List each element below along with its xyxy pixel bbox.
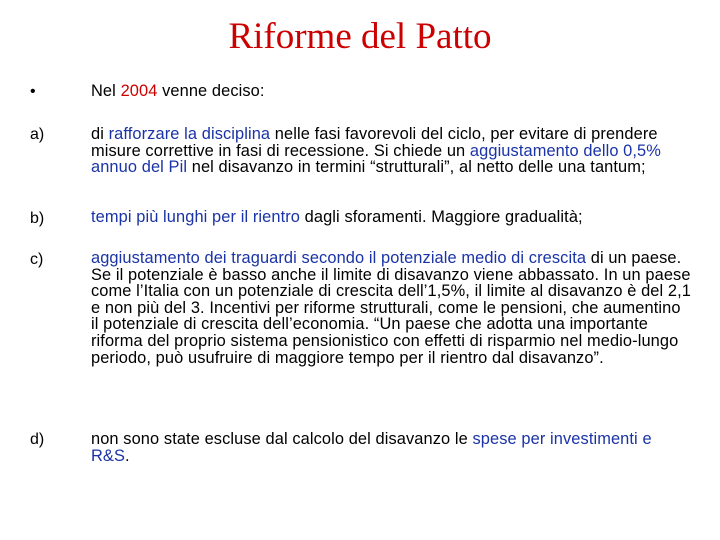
item-d-text [91,431,691,464]
item-b-marker: b) [30,210,45,227]
item-c-text [91,250,691,366]
item-d-part: non sono state escluse dal calcolo del disavanzo le [91,430,473,448]
item-d-highlight: spese per investimenti e R&S [91,430,652,465]
intro-suffix: venne deciso: [157,82,265,100]
item-d-part: . [125,446,130,465]
intro-line [91,83,691,100]
intro-year: 2004 [120,82,158,100]
item-c-highlight: aggiustamento dei traguardi secondo il potenziale medio di crescita [91,249,587,267]
item-a-marker: a) [30,126,45,143]
item-b-part: dagli sforamenti. Maggiore gradualità; [300,208,583,226]
item-c-marker: c) [30,251,44,268]
item-a-part: nel disavanzo in termini “strutturali”, al netto delle una tantum; [187,158,646,177]
item-a-text [91,126,691,176]
item-c-part: di un paese. Se il potenziale è basso anche il limite di disavanzo viene abbassato. In un paese come l’Italia con un potenziale di crescita dell’1,5%, il limite al disavanzo è del 2,1 e non più del 3. Incentivi per riforme strutturali, come le pensioni, che aumentino il potenziale di crescita dell’economia. “Un paese che adotta una importante riforma del proprio sistema pensionistico con effetti di risparmio nel medio-lungo periodo, può usufruire di maggiore tempo per il rientro dal disavanzo”. [91,249,691,367]
item-a-part: di [91,125,109,143]
item-b-text [91,209,691,226]
item-b-highlight: tempi più lunghi per il rientro [91,208,300,226]
item-a-part: nelle fasi favorevoli del ciclo, per evitare di prendere misure correttive in fasi di recessione. Si chiede un [91,125,658,160]
intro-prefix: Nel [91,82,121,100]
item-a-highlight: rafforzare la disciplina [108,125,271,143]
bullet-marker: • [30,83,36,100]
item-d-marker: d) [30,431,45,448]
item-a-highlight: aggiustamento dello 0,5% annuo del Pil [91,141,661,177]
slide-title: Riforme del Patto [228,16,492,57]
